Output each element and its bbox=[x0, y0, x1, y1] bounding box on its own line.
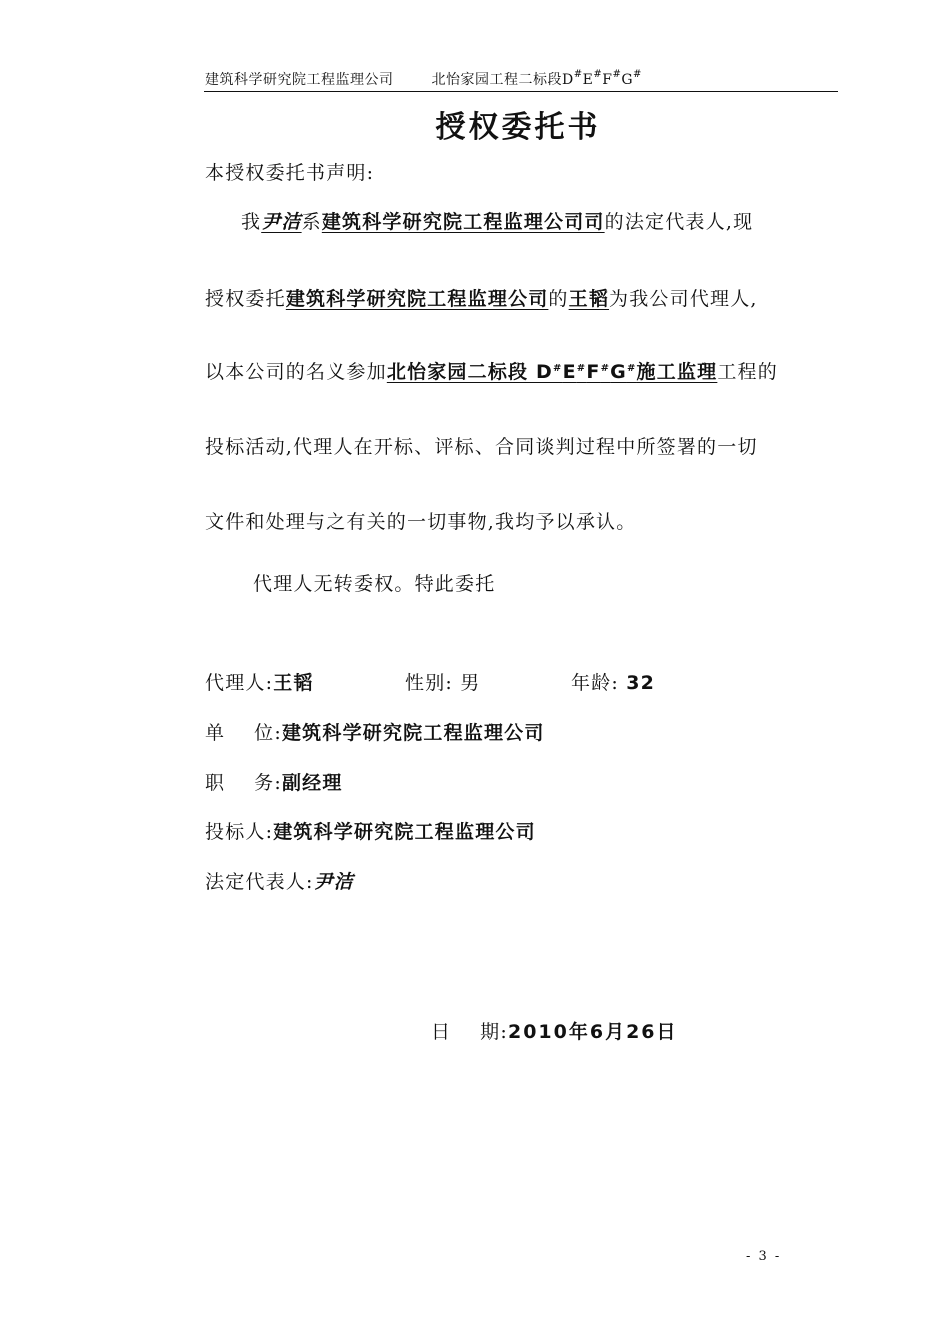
age-field bbox=[571, 668, 655, 695]
date-label: 日 期: bbox=[431, 1021, 508, 1043]
agent-value: 王韬 bbox=[273, 672, 314, 694]
paragraph-line-5: 文件和处理与之有关的一切事物,我均予以承认。 bbox=[205, 511, 637, 533]
agent-row bbox=[205, 668, 314, 695]
gender-value: 男 bbox=[460, 672, 481, 694]
paragraph-line-3: 以本公司的名义参加北怡家园二标段 D#E#F#G#施工监理工程的 bbox=[205, 361, 778, 383]
bidder-row bbox=[205, 817, 536, 844]
position-row bbox=[205, 768, 343, 795]
header-rule bbox=[204, 91, 838, 92]
project-name: 北怡家园二标段 D#E#F#G#施工监理 bbox=[386, 361, 718, 383]
running-header: 建筑科学研究院工程监理公司 北怡家园工程二标段D#E#F#G# bbox=[205, 69, 642, 88]
gender-field bbox=[405, 668, 480, 695]
position-value: 副经理 bbox=[281, 772, 343, 794]
header-company: 建筑科学研究院工程监理公司 bbox=[205, 72, 394, 88]
date-row bbox=[431, 1017, 678, 1044]
declaration-label: 本授权委托书声明: bbox=[205, 162, 375, 184]
agent-name: 王韬 bbox=[568, 288, 610, 310]
bidder-value: 建筑科学研究院工程监理公司 bbox=[273, 821, 536, 843]
page-number: - 3 - bbox=[746, 1249, 782, 1264]
paragraph-line-2: 授权委托建筑科学研究院工程监理公司的王韬为我公司代理人, bbox=[205, 288, 758, 310]
legal-rep-value: 尹洁 bbox=[313, 871, 355, 893]
unit-value: 建筑科学研究院工程监理公司 bbox=[281, 722, 545, 744]
unit-label: 单 位: bbox=[205, 722, 282, 744]
date-value: 2010年6月26日 bbox=[507, 1021, 678, 1043]
paragraph-line-4: 投标活动,代理人在开标、评标、合同谈判过程中所签署的一切 bbox=[205, 436, 758, 458]
gender-label: 性别: bbox=[405, 672, 454, 694]
age-value: 32 bbox=[626, 672, 656, 694]
legal-rep-name: 尹洁 bbox=[261, 211, 302, 233]
age-label: 年龄: bbox=[571, 672, 620, 694]
legal-rep-label: 法定代表人: bbox=[205, 871, 314, 893]
document-title: 授权委托书 bbox=[435, 110, 601, 145]
bidder-label: 投标人: bbox=[205, 821, 274, 843]
position-label: 职 务: bbox=[205, 772, 282, 794]
company-name: 建筑科学研究院工程监理公司司 bbox=[321, 211, 605, 233]
paragraph-line-6: 代理人无转委权。特此委托 bbox=[253, 573, 496, 595]
agent-label: 代理人: bbox=[205, 672, 274, 694]
header-project: 北怡家园工程二标段 bbox=[431, 72, 562, 88]
company-name: 建筑科学研究院工程监理公司 bbox=[285, 288, 549, 310]
legal-rep-row bbox=[205, 867, 354, 894]
paragraph-line-1: 我尹洁系建筑科学研究院工程监理公司司的法定代表人,现 bbox=[241, 211, 754, 233]
unit-row bbox=[205, 718, 545, 745]
